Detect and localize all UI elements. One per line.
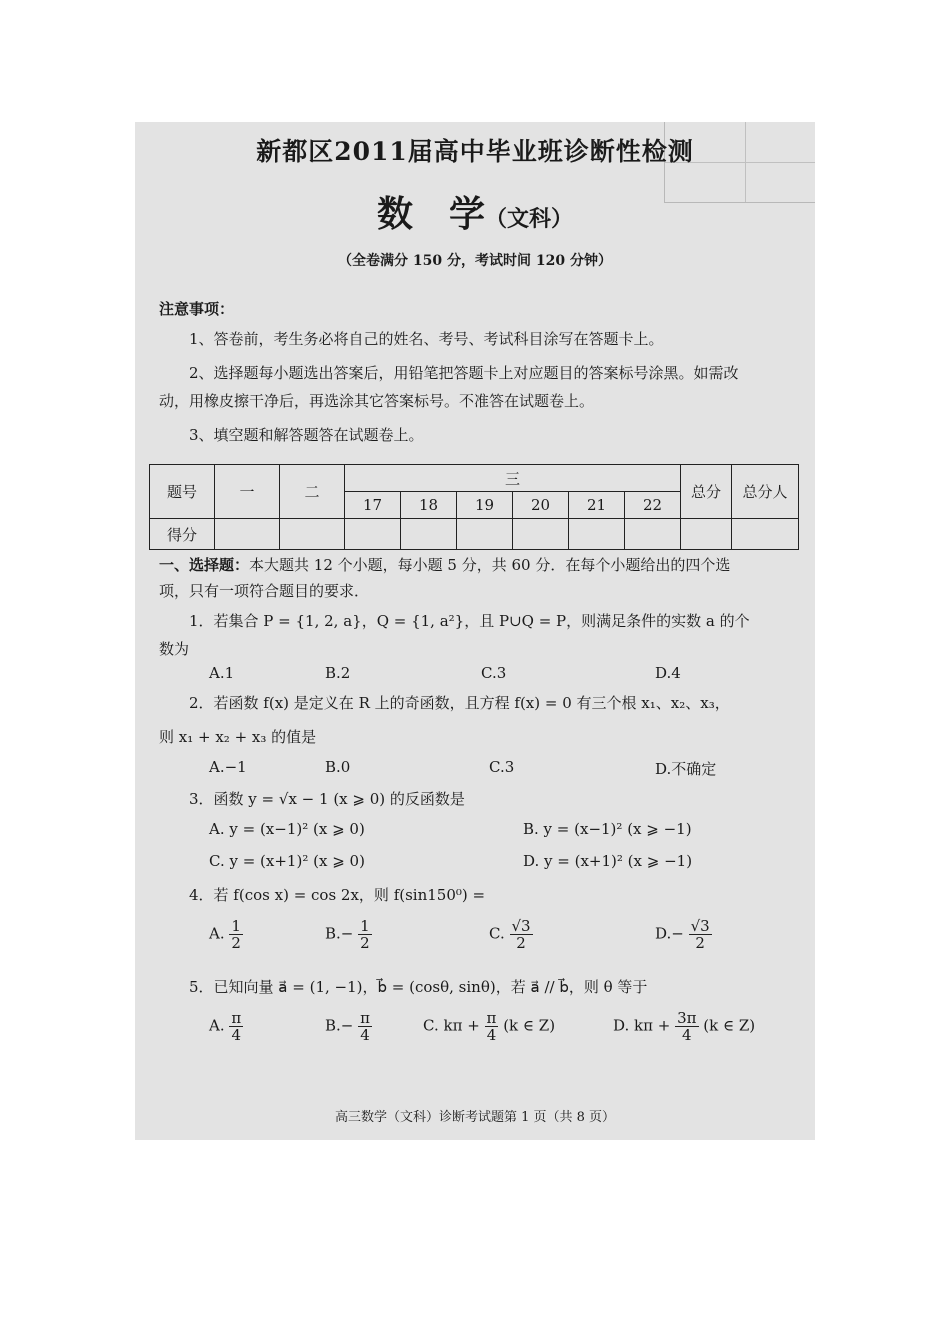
q5-d-prefix: D. kπ + (613, 1016, 671, 1035)
q4-a-num: 1 (231, 917, 241, 935)
question-2-cont: 则 x₁ + x₂ + x₃ 的值是 (159, 728, 317, 746)
note-item: 1、答卷前，考生务必将自己的姓名、考号、考试科目涂写在答题卡上。 (189, 330, 664, 348)
question-1: 1．若集合 P = {1, 2, a}，Q = {1, a²}，且 P∪Q = P，则满足条件的实数 a 的个 (189, 612, 750, 630)
q4-option-b[interactable] (325, 918, 372, 951)
subject-paren: （文科） (485, 206, 574, 232)
q5-a-prefix: A. (209, 1016, 225, 1035)
q4-option-d[interactable] (655, 918, 712, 951)
q5-b-den: 4 (360, 1026, 370, 1044)
note-item: 3、填空题和解答题答在试题卷上。 (189, 426, 424, 444)
score-cell[interactable] (625, 519, 681, 550)
q5-b-prefix: B.− (325, 1016, 354, 1035)
score-cell[interactable] (280, 519, 345, 550)
q5-option-d[interactable] (613, 1010, 755, 1043)
q5-b-num: π (360, 1009, 370, 1027)
q4-option-a[interactable] (209, 918, 243, 951)
question-1-cont: 数为 (159, 640, 190, 658)
score-cell[interactable] (401, 519, 457, 550)
q4-b-den: 2 (360, 934, 370, 952)
q4-c-fraction (510, 918, 533, 951)
q3-option-a[interactable]: A. y = (x−1)² (x ⩾ 0) (209, 820, 365, 838)
q4-a-den: 2 (231, 934, 241, 952)
question-4: 4．若 f(cos x) = cos 2x，则 f(sin150⁰) = (189, 886, 486, 904)
score-cell[interactable] (345, 519, 401, 550)
subject-title (135, 186, 815, 237)
score-cell[interactable] (457, 519, 513, 550)
q5-d-suffix: (k ∈ Z) (703, 1016, 756, 1035)
section-one-desc: 本大题共 12 个小题，每小题 5 分，共 60 分．在每个小题给出的四个选 (249, 556, 731, 574)
q4-b-fraction (358, 918, 372, 951)
q5-a-num: π (231, 1009, 242, 1027)
q3-option-c[interactable]: C. y = (x+1)² (x ⩾ 0) (209, 852, 365, 870)
q5-d-num: 3π (677, 1009, 697, 1027)
q4-b-prefix: B.− (325, 924, 354, 943)
q5-option-a[interactable] (209, 1010, 243, 1043)
note-item: 动，用橡皮擦干净后，再选涂其它答案标号。不准答在试题卷上。 (159, 392, 595, 410)
subject-name: 数 学 (376, 193, 485, 235)
q5-c-num: π (486, 1009, 497, 1027)
question-3: 3．函数 y = √x − 1 (x ⩾ 0) 的反函数是 (189, 790, 465, 808)
col-total: 总分 (681, 465, 732, 519)
col-scorer: 总分人 (732, 465, 799, 519)
q4-d-den: 2 (695, 934, 705, 952)
q5-d-fraction (675, 1010, 698, 1043)
col-q19: 19 (457, 492, 513, 519)
section-one-line2: 项，只有一项符合题目的要求． (159, 582, 370, 600)
col-q17: 17 (345, 492, 401, 519)
score-table (149, 464, 799, 550)
q5-a-fraction (229, 1010, 243, 1043)
section-one-line1 (159, 554, 730, 576)
q1-option-b[interactable]: B.2 (325, 664, 351, 682)
col-q22: 22 (625, 492, 681, 519)
col-part-one: 一 (215, 465, 280, 519)
q2-option-b[interactable]: B.0 (325, 758, 351, 776)
q4-c-den: 2 (516, 934, 526, 952)
col-q18: 18 (401, 492, 457, 519)
note-item: 2、选择题每小题选出答案后，用铅笔把答题卡上对应题目的答案标号涂黑。如需改 (189, 364, 739, 382)
q5-option-b[interactable] (325, 1010, 372, 1043)
q1-option-a[interactable]: A.1 (209, 664, 235, 682)
row-label-question: 题号 (150, 465, 215, 519)
q2-option-d[interactable]: D.不确定 (655, 760, 717, 778)
q4-d-num: √3 (690, 917, 710, 935)
q5-b-fraction (358, 1010, 372, 1043)
q5-c-suffix: (k ∈ Z) (503, 1016, 556, 1035)
q5-c-fraction (485, 1010, 499, 1043)
col-q21: 21 (569, 492, 625, 519)
exam-info: （全卷满分 150 分，考试时间 120 分钟） (338, 253, 612, 269)
score-cell[interactable] (569, 519, 625, 550)
question-5: 5．已知向量 a⃗ = (1, −1)，b⃗ = (cosθ, sinθ)，若 a⃗ // b⃗，则 θ 等于 (189, 978, 648, 996)
section-one-heading: 一、选择题： (159, 556, 250, 574)
q5-c-den: 4 (486, 1026, 497, 1044)
q2-option-c[interactable]: C.3 (489, 758, 515, 776)
row-label-score: 得分 (150, 519, 215, 550)
col-part-two: 二 (280, 465, 345, 519)
score-cell[interactable] (513, 519, 569, 550)
scanned-page (135, 122, 815, 1140)
question-2: 2．若函数 f(x) 是定义在 R 上的奇函数，且方程 f(x) = 0 有三个根 x₁、x₂、x₃， (189, 694, 730, 712)
q3-option-b[interactable]: B. y = (x−1)² (x ⩾ −1) (523, 820, 692, 838)
score-cell[interactable] (215, 519, 280, 550)
score-cell[interactable] (681, 519, 732, 550)
exam-title: 新都区2011届高中毕业班诊断性检测 (256, 137, 694, 166)
q1-option-d[interactable]: D.4 (655, 664, 681, 682)
q4-c-num: √3 (511, 917, 531, 935)
q4-c-prefix: C. (489, 924, 505, 943)
score-cell[interactable] (732, 519, 799, 550)
q4-a-prefix: A. (209, 924, 225, 943)
q3-option-d[interactable]: D. y = (x+1)² (x ⩾ −1) (523, 852, 693, 870)
q5-a-den: 4 (231, 1026, 242, 1044)
q4-d-fraction (689, 918, 712, 951)
col-q20: 20 (513, 492, 569, 519)
q4-a-fraction (229, 918, 243, 951)
q2-option-a[interactable]: A.−1 (209, 758, 247, 776)
q1-option-c[interactable]: C.3 (481, 664, 507, 682)
q4-option-c[interactable] (489, 918, 533, 951)
q5-option-c[interactable] (423, 1010, 555, 1043)
col-part-three: 三 (345, 465, 681, 492)
q5-d-den: 4 (682, 1026, 692, 1044)
q4-d-prefix: D.− (655, 924, 684, 943)
page-footer: 高三数学（文科）诊断考试题第 1 页（共 8 页） (334, 1110, 616, 1125)
notes-heading: 注意事项： (159, 300, 235, 318)
q5-c-prefix: C. kπ + (423, 1016, 480, 1035)
q4-b-num: 1 (360, 917, 370, 935)
